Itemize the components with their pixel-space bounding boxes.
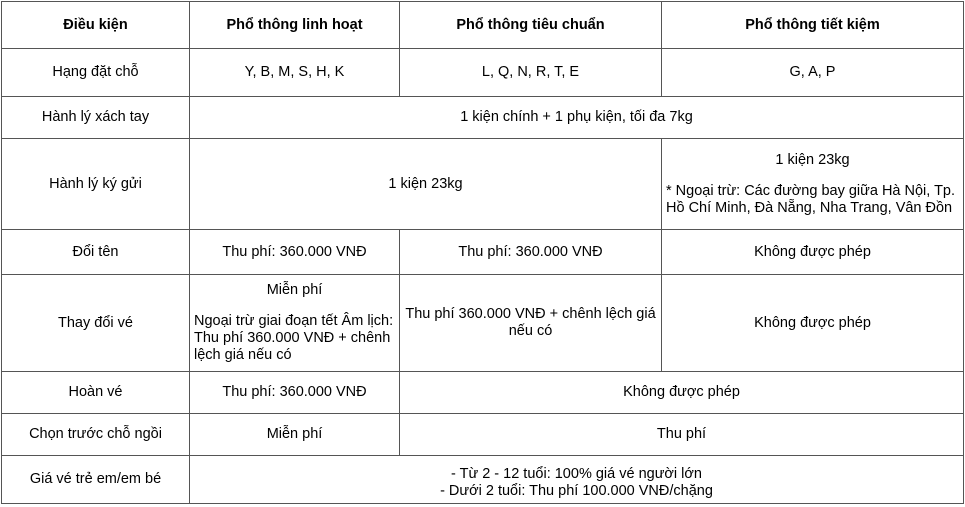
fare-conditions-table: [1, 1, 964, 504]
row-label: Hạng đặt chỗ: [2, 49, 190, 97]
row-label: Chọn trước chỗ ngồi: [2, 414, 190, 456]
child-fare-line-2: - Dưới 2 tuổi: Thu phí 100.000 VNĐ/chặng: [440, 482, 713, 499]
table-row-carry-on: [2, 97, 964, 139]
cell-flex: Thu phí: 360.000 VNĐ: [190, 372, 400, 414]
saver-checked-main: 1 kiện 23kg: [775, 151, 850, 168]
row-label: Hoàn vé: [2, 372, 190, 414]
cell-flex: Miễn phí: [190, 414, 400, 456]
table-header-row: [2, 2, 964, 49]
row-label: Đổi tên: [2, 230, 190, 275]
table-row-refund: [2, 372, 964, 414]
row-label: Giá vé trẻ em/em bé: [2, 456, 190, 504]
cell-standard: Thu phí: 360.000 VNĐ: [400, 230, 662, 275]
cell-saver: Không được phép: [662, 275, 964, 372]
child-fare-lines: [194, 460, 959, 500]
cell-flex-standard: 1 kiện 23kg: [190, 139, 662, 230]
child-fare-line-1: - Từ 2 - 12 tuổi: 100% giá vé người lớn: [451, 465, 702, 482]
saver-checked-stack: [666, 152, 959, 217]
header-standard: Phổ thông tiêu chuẩn: [400, 2, 662, 49]
table-row-booking-class: [2, 49, 964, 97]
header-condition: Điều kiện: [2, 2, 190, 49]
flex-change-stack: [194, 282, 395, 364]
row-label: Hành lý ký gửi: [2, 139, 190, 230]
row-label: Thay đổi vé: [2, 275, 190, 372]
cell-standard: Thu phí 360.000 VNĐ + chênh lệch giá nếu có: [400, 275, 662, 372]
table-row-name-change: [2, 230, 964, 275]
table-row-seat-selection: [2, 414, 964, 456]
cell-saver: G, A, P: [662, 49, 964, 97]
cell-all-classes: [190, 456, 964, 504]
cell-saver: Không được phép: [662, 230, 964, 275]
cell-flex: [190, 275, 400, 372]
cell-flex: Y, B, M, S, H, K: [190, 49, 400, 97]
saver-checked-note: * Ngoại trừ: Các đường bay giữa Hà Nội, Tp. Hồ Chí Minh, Đà Nẵng, Nha Trang, Vân Đồn: [666, 182, 956, 216]
cell-standard-saver: Không được phép: [400, 372, 964, 414]
cell-saver: [662, 139, 964, 230]
table-row-checked-baggage: [2, 139, 964, 230]
flex-change-main: Miễn phí: [266, 282, 323, 298]
flex-change-note: Ngoại trừ giai đoạn tết Âm lịch: Thu phí 360.000 VNĐ + chênh lệch giá nếu có: [194, 313, 394, 363]
header-saver: Phổ thông tiết kiệm: [662, 2, 964, 49]
cell-standard-saver: Thu phí: [400, 414, 964, 456]
table-row-ticket-change: [2, 275, 964, 372]
table-row-child-fare: [2, 456, 964, 504]
cell-standard: L, Q, N, R, T, E: [400, 49, 662, 97]
row-label: Hành lý xách tay: [2, 97, 190, 139]
cell-all-classes: 1 kiện chính + 1 phụ kiện, tối đa 7kg: [190, 97, 964, 139]
header-flex: Phổ thông linh hoạt: [190, 2, 400, 49]
cell-flex: Thu phí: 360.000 VNĐ: [190, 230, 400, 275]
